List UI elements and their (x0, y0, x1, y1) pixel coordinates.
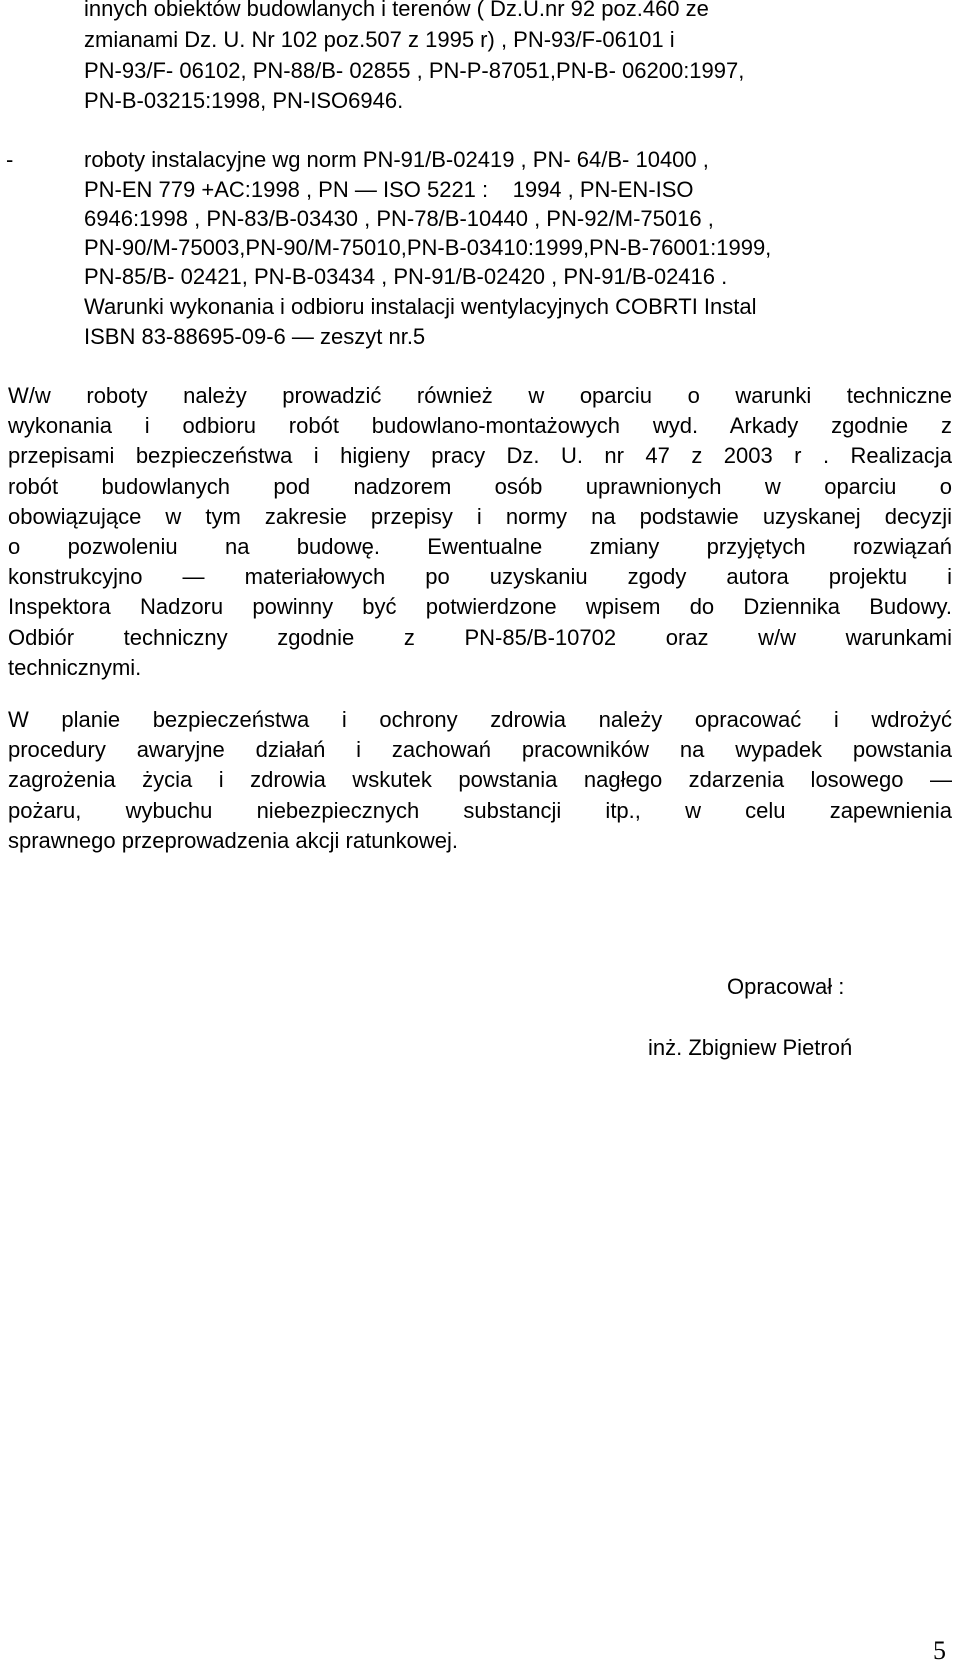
paragraph-line: pożaru, wybuchu niebezpiecznych substancji itp., w celu zapewnienia (8, 797, 952, 823)
continuation-line: PN-93/F- 06102, PN-88/B- 02855 , PN-P-87051,PN-B- 06200:1997, (84, 58, 745, 83)
continuation-line: zmianami Dz. U. Nr 102 poz.507 z 1995 r) , PN-93/F-06101 i (84, 27, 675, 52)
continuation-line: PN-B-03215:1998, PN-ISO6946. (84, 88, 404, 113)
paragraph-line: Inspektora Nadzoru powinny być potwierdzone wpisem do Dziennika Budowy. (8, 594, 952, 620)
paragraph-line: sprawnego przeprowadzenia akcji ratunkowej. (8, 827, 459, 853)
paragraph-line: robót budowlanych pod nadzorem osób uprawnionych w oparciu o (8, 473, 952, 499)
paragraph-line: obowiązujące w tym zakresie przepisy i normy na podstawie uzyskanej decyzji (8, 503, 952, 529)
paragraph-safety-plan (8, 705, 952, 856)
paragraph-line: procedury awaryjne działań i zachowań pracowników na wypadek powstania (8, 737, 952, 763)
paragraph-technical-conditions (8, 381, 952, 683)
page-number: 5 (933, 1636, 946, 1665)
list-bullet: - (6, 147, 14, 172)
paragraph-line: przepisami bezpieczeństwa i higieny pracy Dz. U. nr 47 z 2003 r . Realizacja (8, 443, 952, 469)
list-line: roboty instalacyjne wg norm PN-91/B-02419 , PN- 64/B- 10400 , (84, 147, 709, 172)
paragraph-line: wykonania i odbioru robót budowlano-montażowych wyd. Arkady zgodnie z (8, 413, 952, 439)
author-name: inż. Zbigniew Pietroń (648, 1035, 853, 1060)
list-line: Warunki wykonania i odbioru instalacji wentylacyjnych COBRTI Instal (84, 294, 757, 319)
prepared-by-label: Opracował : (727, 974, 845, 999)
list-line: PN-EN 779 +AC:1998 , PN — ISO 5221 : 1994 , PN-EN-ISO (84, 177, 694, 202)
list-line: ISBN 83-88695-09-6 — zeszyt nr.5 (84, 324, 426, 349)
paragraph-line: konstrukcyjno — materiałowych po uzyskaniu zgody autora projektu i (8, 564, 952, 590)
paragraph-line: technicznymi. (8, 654, 142, 680)
paragraph-line: W/w roboty należy prowadzić również w oparciu o warunki techniczne (8, 383, 952, 408)
list-line: PN-85/B- 02421, PN-B-03434 , PN-91/B-02420 , PN-91/B-02416 . (84, 264, 728, 289)
continuation-line: innych obiektów budowlanych i terenów ( Dz.U.nr 92 poz.460 ze (84, 0, 709, 21)
list-line: PN-90/M-75003,PN-90/M-75010,PN-B-03410:1999,PN-B-76001:1999, (84, 235, 772, 260)
paragraph-line: W planie bezpieczeństwa i ochrony zdrowia należy opracować i wdrożyć (8, 707, 952, 732)
paragraph-line: o pozwoleniu na budowę. Ewentualne zmiany przyjętych rozwiązań (8, 534, 952, 560)
paragraph-line: Odbiór techniczny zgodnie z PN-85/B-10702 oraz w/w warunkami (8, 624, 952, 650)
list-line: 6946:1998 , PN-83/B-03430 , PN-78/B-10440 , PN-92/M-75016 , (84, 206, 714, 231)
paragraph-line: zagrożenia życia i zdrowia wskutek powstania nagłego zdarzenia losowego — (8, 767, 952, 793)
